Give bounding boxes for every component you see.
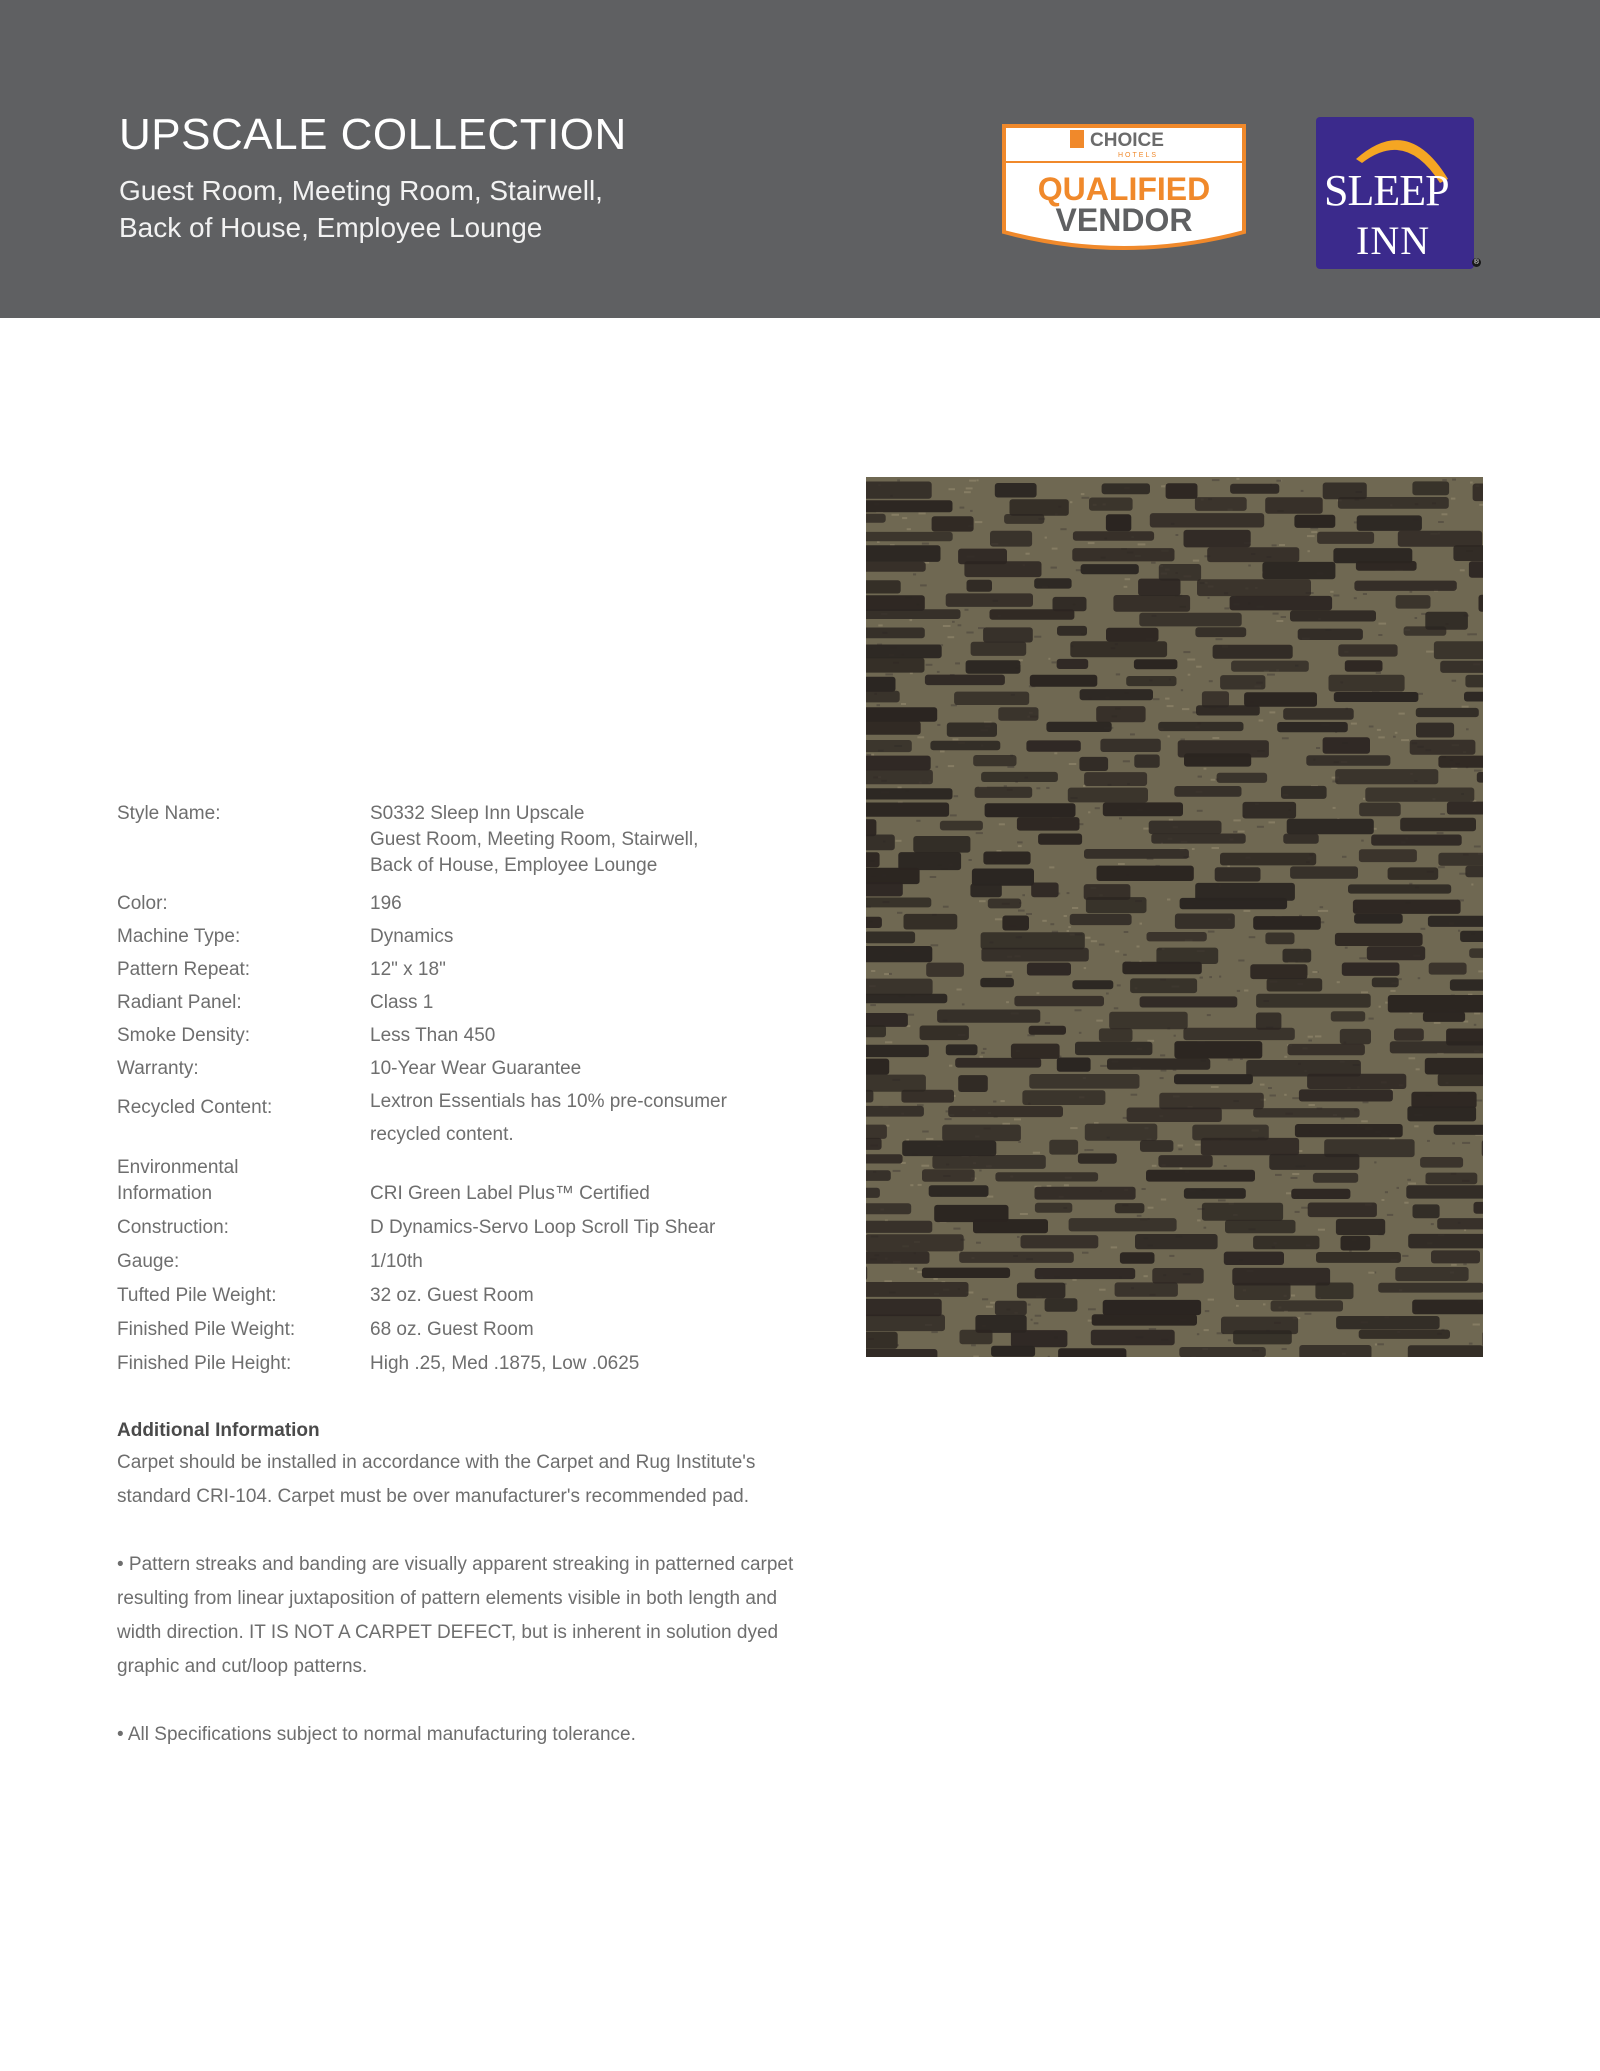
spec-label: Tufted Pile Weight:: [117, 1285, 277, 1306]
badge-brand-sub: HOTELS: [1118, 152, 1159, 159]
spec-row-color: [117, 887, 817, 920]
spec-label: Construction:: [117, 1217, 229, 1238]
spec-row-smoke-density: [117, 1019, 817, 1052]
spec-row-style-name: [117, 801, 817, 879]
spec-value: High .25, Med .1875, Low .0625: [370, 1353, 640, 1374]
spec-label: Smoke Density:: [117, 1025, 251, 1046]
spec-row-radiant-panel: [117, 986, 817, 1019]
registered-mark: ®: [1473, 259, 1480, 266]
subtitle-line: Back of House, Employee Lounge: [119, 212, 543, 243]
additional-paragraph: • Pattern streaks and banding are visually apparent streaking in patterned carpet resulting from linear juxtaposition of pattern elements visible in both length and width direction. IT IS NOT A CARPET DEFECT, but is inherent in solution dyed graphic and cut/loop patterns.: [117, 1554, 794, 1677]
spec-row-tufted-pile-weight: [117, 1279, 817, 1313]
spec-row-warranty: [117, 1052, 817, 1085]
spec-value: Dynamics: [370, 926, 454, 947]
spec-label: Radiant Panel:: [117, 992, 242, 1013]
badge-brand: CHOICE: [1090, 130, 1164, 151]
spec-value: 196: [370, 893, 402, 914]
spec-value: CRI Green Label Plus™ Certified: [370, 1183, 650, 1204]
additional-information: [117, 1416, 817, 1786]
spec-value: Less Than 450: [370, 1025, 496, 1046]
spec-row-pattern-repeat: [117, 953, 817, 986]
spec-value: 68 oz. Guest Room: [370, 1319, 534, 1340]
spec-label: Recycled Content:: [117, 1097, 273, 1118]
spec-label: Environmental Information: [117, 1157, 239, 1204]
spec-value: 32 oz. Guest Room: [370, 1285, 534, 1306]
spec-row-gauge: [117, 1245, 817, 1279]
spec-value: [370, 801, 817, 879]
spec-row-finished-pile-weight: [117, 1313, 817, 1347]
spec-value-line: Guest Room, Meeting Room, Stairwell,: [370, 829, 699, 850]
badge-line1: QUALIFIED: [1037, 171, 1211, 207]
additional-heading: Additional Information: [117, 1420, 320, 1441]
spec-label: Finished Pile Height:: [117, 1353, 292, 1374]
spec-value-line: S0332 Sleep Inn Upscale: [370, 803, 585, 824]
spec-value-line: Back of House, Employee Lounge: [370, 855, 658, 876]
spec-row-machine-type: [117, 920, 817, 953]
additional-paragraph: Carpet should be installed in accordance with the Carpet and Rug Institute's standard CRI-104. Carpet must be over manufacturer's recommended pad.: [117, 1452, 756, 1507]
spec-label: Pattern Repeat:: [117, 959, 251, 980]
page-subtitle: [119, 172, 679, 246]
spec-row-recycled-content: [117, 1085, 817, 1151]
spec-row-construction: [117, 1211, 817, 1245]
sleep-inn-logo: [1316, 117, 1474, 269]
spec-value: [370, 1085, 817, 1151]
spec-value-line: Lextron Essentials has 10% pre-consumer: [370, 1091, 727, 1112]
badge-line2: VENDOR: [1055, 202, 1193, 238]
spec-value: 1/10th: [370, 1251, 423, 1272]
spec-label: Style Name:: [117, 803, 221, 824]
spec-label: Machine Type:: [117, 926, 241, 947]
spec-table: [117, 801, 817, 1381]
header-band: [0, 0, 1600, 318]
spec-label: Warranty:: [117, 1058, 199, 1079]
spec-row-environmental-information: [117, 1155, 817, 1207]
page-title: UPSCALE COLLECTION: [119, 110, 627, 159]
spec-value: 12" x 18": [370, 959, 446, 980]
logo-word-inn: INN: [1356, 218, 1431, 263]
carpet-swatch-image: [866, 477, 1483, 1357]
spec-label: Gauge:: [117, 1251, 180, 1272]
logo-word-sleep: SLEEP: [1324, 166, 1449, 215]
subtitle-line: Guest Room, Meeting Room, Stairwell,: [119, 175, 603, 206]
spec-value-line: recycled content.: [370, 1124, 514, 1145]
spec-label: Finished Pile Weight:: [117, 1319, 296, 1340]
choice-c-icon: [1070, 130, 1084, 148]
choice-qualified-vendor-badge: [1000, 120, 1248, 258]
additional-paragraph: • All Specifications subject to normal manufacturing tolerance.: [117, 1724, 636, 1745]
spec-value: Class 1: [370, 992, 434, 1013]
spec-value: D Dynamics-Servo Loop Scroll Tip Shear: [370, 1217, 716, 1238]
spec-row-finished-pile-height: [117, 1347, 817, 1381]
spec-label: Color:: [117, 893, 168, 914]
spec-value: 10-Year Wear Guarantee: [370, 1058, 582, 1079]
